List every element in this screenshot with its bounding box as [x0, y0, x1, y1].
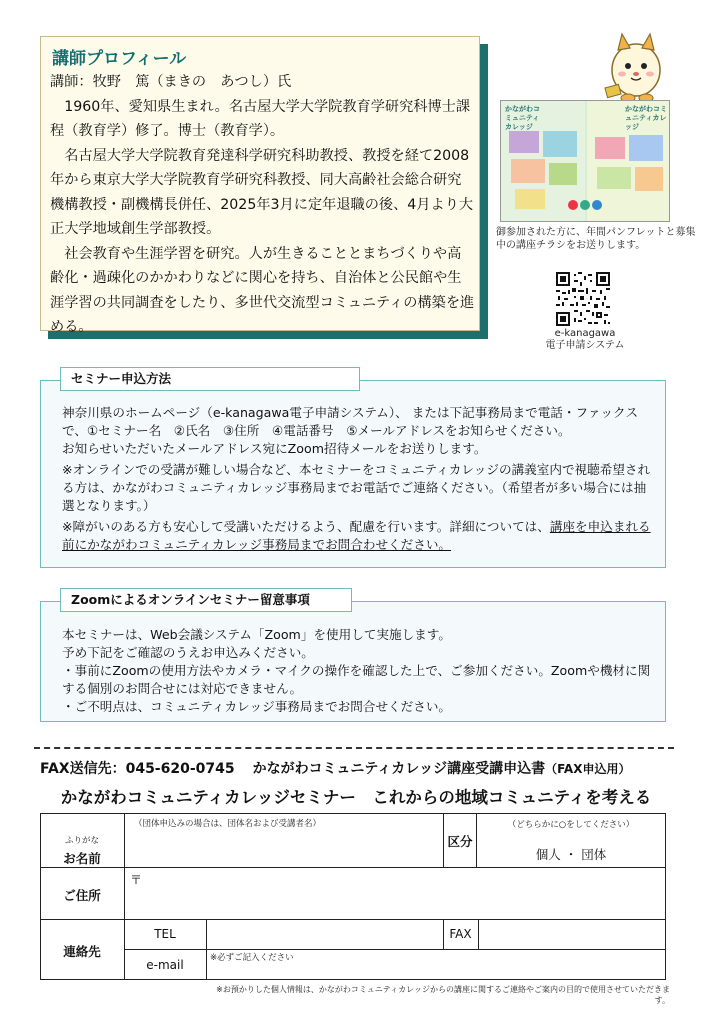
profile-title: 講師プロフィール: [52, 49, 187, 69]
name-field[interactable]: [126, 828, 442, 866]
tel-field[interactable]: [208, 921, 442, 948]
form-line: [478, 919, 479, 949]
address-field[interactable]: [126, 869, 664, 917]
postal-mark: 〒: [130, 873, 143, 887]
profile-body: [50, 70, 475, 340]
name-label: お名前: [63, 851, 101, 866]
form-note: （FAX申込用）: [545, 762, 631, 776]
privacy-footnote: ※お預かりした個人情報は、かながわコミュニティカレッジからの講座に関するご連絡やご案内の目的で使用させていただきます。: [216, 985, 670, 1005]
form-line: [124, 813, 125, 980]
brochure-left-title: かながわコミュニティカレッジ: [505, 105, 540, 131]
zoom-tab: Zoomによるオンラインセミナー留意事項: [60, 588, 352, 612]
seminar-tab: セミナー申込方法: [60, 367, 360, 391]
lecturer-name: 講師：牧野 篤（まきの あつし）氏: [50, 74, 292, 90]
qr-caption-line2: 電子申請システム: [545, 340, 625, 351]
fax-number: FAX送信先：045-620-0745: [40, 761, 235, 777]
zoom-text: [62, 626, 652, 716]
form-name: かながわコミュニティカレッジ講座受講申込書: [252, 761, 546, 777]
email-field[interactable]: [208, 962, 664, 978]
profile-paragraph: 社会教育や生涯学習を研究。人が生きることとまちづくりや高齢化・過疎化のかかわりなどに関心を持ち、自治体と公民館や生涯学習の共同調査をしたり、多世代交流型コミュニティの構築を進める。: [50, 245, 475, 335]
seminar-paragraph: [62, 518, 652, 554]
form-line: [40, 867, 666, 868]
seminar-paragraph: ※オンラインでの受講が難しい場合など、本セミナーをコミュニティカレッジの講義室内で視聴希望される方は、かながわコミュニティカレッジ事務局までお電話でご連絡ください。（希望者が多い場合には抽選となります。）: [62, 462, 651, 513]
brochure-caption: 御参加された方に、年間パンフレットと募集中の講座チラシをお送りします。: [496, 227, 696, 251]
seminar-contact-link[interactable]: 講座を申込まれる前にかながわコミュニティカレッジ事務局までお問合わせください。: [62, 519, 651, 552]
contact-label: 連絡先: [63, 944, 101, 959]
name-hint: （団体申込みの場合は、団体名および受講者名）: [134, 819, 322, 829]
brochure-right-title: かながわコミュニティカレッジ: [625, 105, 667, 131]
kubun-hint: （どちらかに○をしてください）: [507, 820, 635, 830]
seminar-note: ※障がいのある方も安心して受講いただけるよう、配慮を行います。詳細については、: [62, 519, 550, 534]
zoom-paragraph: ・事前にZoomの使用方法やカメラ・マイクの操作を確認した上で、ご参加ください。Zoomや機材に関する個別のお問合せには対応できません。: [62, 663, 651, 696]
form-line: [206, 919, 207, 980]
fax-label: FAX: [449, 927, 472, 941]
qr-code-icon[interactable]: [556, 272, 610, 326]
zoom-paragraph: ・ご不明点は、コミュニティカレッジ事務局までお問合せください。: [62, 699, 452, 714]
kubun-label: 区分: [447, 834, 473, 849]
seminar-paragraph: 神奈川県のホームページ（e-kanagawa電子申請システム）、 または下記事務局まで電話・ファックスで、①セミナー名 ②氏名 ③住所 ④電話番号 ⑤メールアドレスをお知らせください。: [62, 405, 639, 438]
furigana-label: ふりがな: [64, 836, 99, 846]
mascot-illustration: [598, 28, 670, 106]
address-label: ご住所: [63, 888, 101, 903]
profile-paragraph: 1960年、愛知県生まれ。名古屋大学大学院教育学研究科博士課程（教育学）修了。博士（教育学）。: [50, 98, 471, 139]
qr-caption: [540, 328, 630, 352]
tel-label: TEL: [154, 927, 176, 941]
profile-paragraph: 名古屋大学大学院教育発達科学研究科助教授、教授を経て2008年から東京大学大学院教育学研究科教授、同大高齢社会総合研究機構教授・副機構長併任、2025年3月に定年退職の後、4月より大正大学地域創生学部教授。: [50, 147, 474, 237]
form-line: [40, 919, 666, 920]
qr-caption-line1: e-kanagawa: [554, 328, 616, 339]
fax-header: [40, 758, 680, 778]
brochure-image: [500, 100, 670, 222]
zoom-paragraph: 予め下記をご確認のうえお申込みください。: [62, 645, 314, 660]
email-label: e-mail: [146, 958, 184, 972]
zoom-paragraph: 本セミナーは、Web会議システム「Zoom」を使用して実施します。: [62, 627, 451, 642]
email-note: ※必ずご記入ください: [210, 953, 294, 963]
kubun-options[interactable]: 個人 ・ 団体: [535, 847, 607, 862]
form-title: かながわコミュニティカレッジセミナー これからの地域コミュニティを考える: [60, 788, 652, 807]
fax-field[interactable]: [480, 921, 664, 948]
cut-line: [34, 747, 674, 749]
seminar-paragraph: お知らせいただいたメールアドレス宛にZoom招待メールをお送りします。: [62, 441, 487, 456]
seminar-text: [62, 404, 652, 554]
